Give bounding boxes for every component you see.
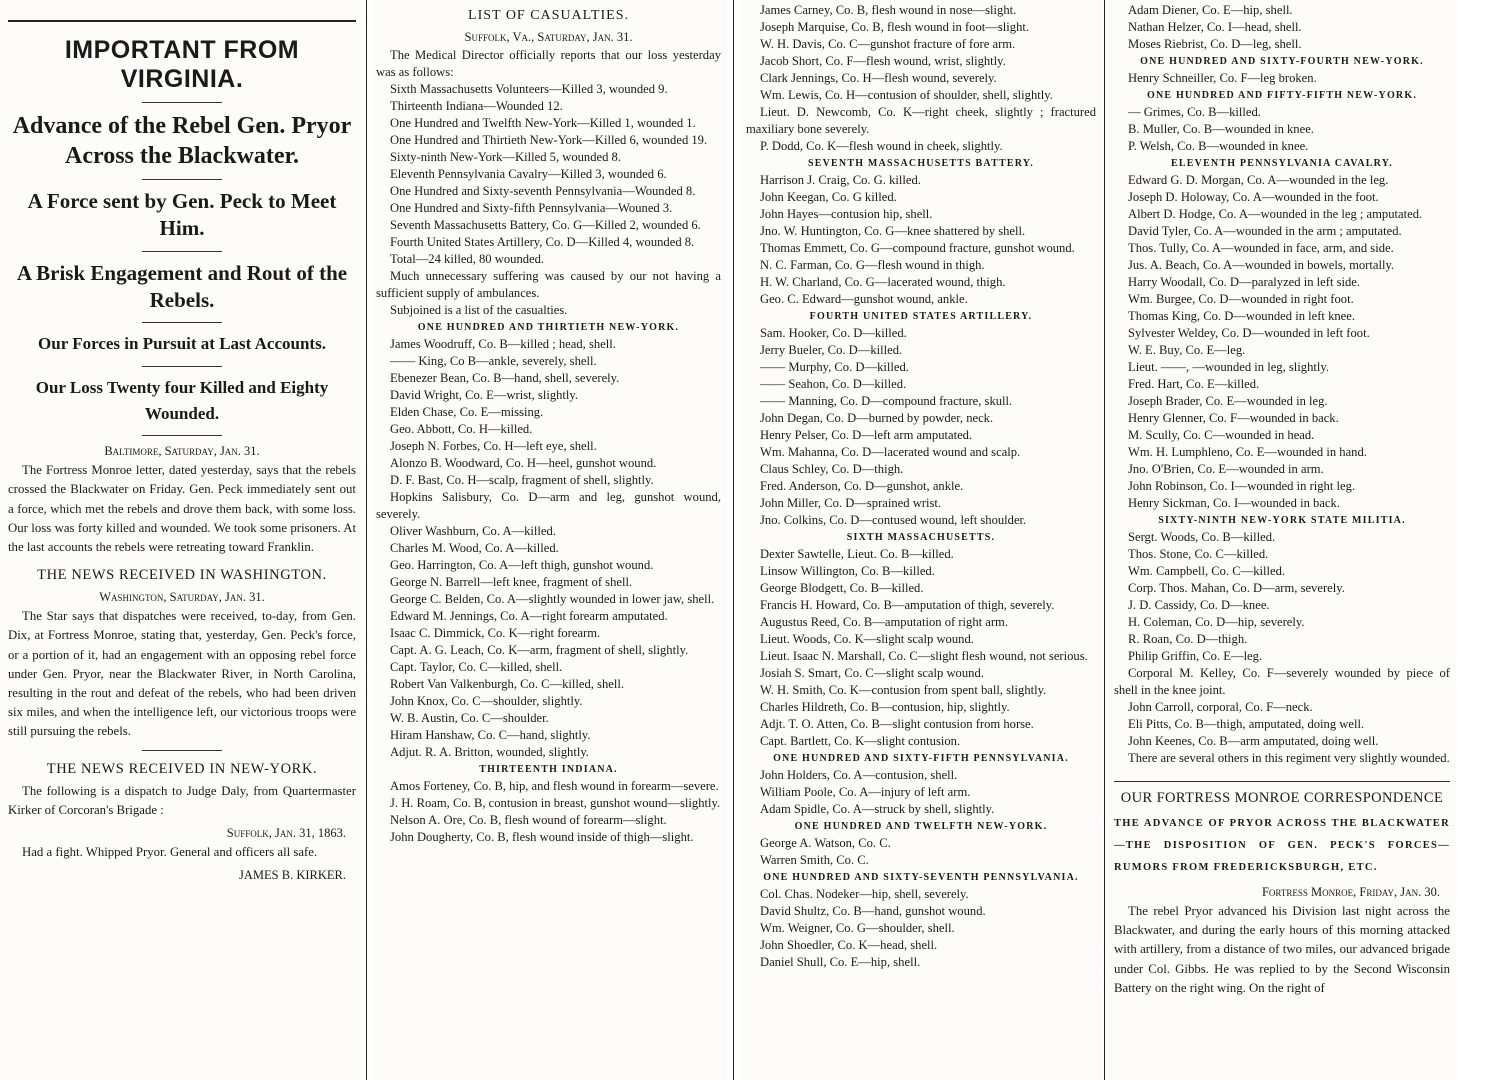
casualty-entry: Fourth United States Artillery, Co. D—Killed 4, wounded 8. <box>390 235 695 249</box>
dateline: Washington, Saturday, Jan. 31. <box>99 590 265 605</box>
casualty-entry: Wm. Campbell, Co. C—killed. <box>1128 564 1286 578</box>
casualty-list <box>1114 104 1450 155</box>
casualty-entry: D. F. Bast, Co. H—scalp, fragment of shell, slightly. <box>390 473 654 487</box>
casualty-entry: John Carroll, corporal, Co. F—neck. <box>1128 700 1313 714</box>
casualty-entry: Thos. Stone, Co. C—killed. <box>1128 547 1269 561</box>
regiment-heading: ONE HUNDRED AND SIXTY-FOURTH NEW-YORK. <box>1140 56 1424 67</box>
casualty-entry: Henry Schneiller, Co. F—leg broken. <box>1128 71 1317 85</box>
casualty-entry: Isaac C. Dimmick, Co. K—right forearm. <box>390 626 601 640</box>
article-paragraph: The rebel Pryor advanced his Division last night across the Blackwater, and during the early hours of this morning attacked with artillery, from a distance of two miles, our advanced brigade under Col. Gibbs. He was replied to by the Second Wisconsin Battery on the right wing. On the right of <box>1114 904 1450 995</box>
casualty-entry: Capt. Bartlett, Co. K—slight contusion. <box>760 734 961 748</box>
casualty-entry: Eleventh Pennsylvania Cavalry—Killed 3, wounded 6. <box>390 167 667 181</box>
casualty-entry: Wm. Burgee, Co. D—wounded in right foot. <box>1128 292 1354 306</box>
column-rule <box>733 0 734 1080</box>
column-3 <box>740 0 1102 1080</box>
column-1 <box>0 0 362 1080</box>
casualty-entry: Adjt. T. O. Atten, Co. B—slight contusion from horse. <box>760 717 1034 731</box>
casualty-entry: Total—24 killed, 80 wounded. <box>390 252 545 266</box>
casualty-entry: Charles Hildreth, Co. B—contusion, hip, slightly. <box>760 700 1010 714</box>
casualty-entry: P. Welsh, Co. B—wounded in knee. <box>1128 139 1309 153</box>
headline: IMPORTANT FROM VIRGINIA. <box>8 20 356 94</box>
casualty-entry: Sylvester Weldey, Co. D—wounded in left foot. <box>1128 326 1370 340</box>
casualty-entry: Thos. Tully, Co. A—wounded in face, arm, and side. <box>1128 241 1394 255</box>
casualty-entry: James Carney, Co. B, flesh wound in nose—slight. <box>760 3 1017 17</box>
casualty-entry: Charles M. Wood, Co. A—killed. <box>390 541 559 555</box>
casualty-entry: Subjoined is a list of the casualties. <box>390 303 568 317</box>
casualty-entry: —— Manning, Co. D—compound fracture, skull. <box>760 394 1013 408</box>
casualty-entry: Daniel Shull, Co. E—hip, shell. <box>760 955 921 969</box>
casualty-entry: One Hundred and Thirtieth New-York—Killed 6, wounded 19. <box>390 133 708 147</box>
deck-5: Our Loss Twenty four Killed and Eighty Wounded. <box>35 377 329 423</box>
casualty-entry: Thirteenth Indiana—Wounded 12. <box>390 99 563 113</box>
casualty-list <box>1114 172 1450 512</box>
casualty-entry: Eli Pitts, Co. B—thigh, amputated, doing well. <box>1128 717 1365 731</box>
casualty-entry: Dexter Sawtelle, Lieut. Co. B—killed. <box>760 547 954 561</box>
casualty-entry: There are several others in this regiment very slightly wounded. <box>1128 751 1450 765</box>
casualty-entry: Lieut. ——, —wounded in leg, slightly. <box>1128 360 1330 374</box>
divider <box>142 102 222 103</box>
casualty-list <box>746 2 1096 155</box>
casualty-entry: —— King, Co B—ankle, severely, shell. <box>390 354 597 368</box>
deck-1: Advance of the Rebel Gen. Pryor Across the Blackwater. <box>12 113 352 169</box>
casualty-list <box>1114 529 1450 767</box>
signature: JAMES B. KIRKER. <box>239 868 346 883</box>
casualty-entry: Thomas Emmett, Co. G—compound fracture, gunshot wound. <box>760 241 1075 255</box>
casualty-entry: Nelson A. Ore, Co. B, flesh wound of forearm—slight. <box>390 813 667 827</box>
casualty-entry: Philip Griffin, Co. E—leg. <box>1128 649 1263 663</box>
casualty-entry: Jno. O'Brien, Co. E—wounded in arm. <box>1128 462 1324 476</box>
casualty-entry: M. Scully, Co. C—wounded in head. <box>1128 428 1315 442</box>
casualty-entry: John Shoedler, Co. K—head, shell. <box>760 938 938 952</box>
casualty-entry: John Degan, Co. D—burned by powder, neck. <box>760 411 994 425</box>
regiment-heading: ONE HUNDRED AND TWELFTH NEW-YORK. <box>794 821 1048 832</box>
casualty-entry: Sixth Massachusetts Volunteers—Killed 3, wounded 9. <box>390 82 668 96</box>
casualty-entry: Jno. W. Huntington, Co. G—knee shattered by shell. <box>760 224 1026 238</box>
casualty-entry: P. Dodd, Co. K—flesh wound in cheek, slightly. <box>760 139 1003 153</box>
casualty-list <box>376 778 721 846</box>
casualty-entry: Adam Spidle, Co. A—struck by shell, slightly. <box>760 802 995 816</box>
casualty-entry: Wm. Weigner, Co. G—shoulder, shell. <box>760 921 955 935</box>
column-rule <box>1104 0 1105 1080</box>
casualty-entry: Corp. Thos. Mahan, Co. D—arm, severely. <box>1128 581 1345 595</box>
article-paragraph: The Fortress Monroe letter, dated yesterday, says that the rebels crossed the Blackwater on Friday. Gen. Peck immediately sent out a force, which met the rebels and drove them back, with some loss. Our loss was forty killed and wounded. We took some prisoners. At the last accounts the rebels were retreating toward Franklin. <box>8 463 356 555</box>
casualty-entry: Harrison J. Craig, Co. G. killed. <box>760 173 921 187</box>
casualty-entry: Corporal M. Kelley, Co. F—severely wounded by piece of shell in the knee joint. <box>1114 666 1450 697</box>
casualty-entry: Augustus Reed, Co. B—amputation of right arm. <box>760 615 1009 629</box>
casualty-entry: John Hayes—contusion hip, shell. <box>760 207 933 221</box>
casualty-entry: Edward G. D. Morgan, Co. A—wounded in the leg. <box>1128 173 1389 187</box>
casualty-entry: J. H. Roam, Co. B, contusion in breast, gunshot wound—slightly. <box>390 796 721 810</box>
divider <box>142 322 222 323</box>
casualty-entry: Henry Glenner, Co. F—wounded in back. <box>1128 411 1339 425</box>
casualty-entry: Wm. Lewis, Co. H—contusion of shoulder, shell, slightly. <box>760 88 1053 102</box>
casualty-entry: Wm. Mahanna, Co. D—lacerated wound and scalp. <box>760 445 1021 459</box>
casualty-entry: H. Coleman, Co. D—hip, severely. <box>1128 615 1305 629</box>
casualty-entry: B. Muller, Co. B—wounded in knee. <box>1128 122 1314 136</box>
regiment-heading: ONE HUNDRED AND FIFTY-FIFTH NEW-YORK. <box>1146 90 1418 101</box>
casualty-entry: Josiah S. Smart, Co. C—slight scalp wound. <box>760 666 984 680</box>
casualty-entry: John Keegan, Co. G killed. <box>760 190 897 204</box>
deck-3: A Brisk Engagement and Rout of the Rebels. <box>16 260 348 312</box>
casualty-entry: The Medical Director officially reports that our loss yesterday was as follows: <box>376 48 721 79</box>
casualty-entry: George Blodgett, Co. B—killed. <box>760 581 924 595</box>
casualty-list <box>1114 2 1450 53</box>
casualty-entry: Sergt. Woods, Co. B—killed. <box>1128 530 1276 544</box>
correspondence-subhead: THE ADVANCE OF PRYOR ACROSS THE BLACKWATER—THE DISPOSITION OF GEN. PECK'S FORCES—RUMORS FROM FREDERICKSBURGH, ETC. <box>1114 818 1450 873</box>
casualty-entry: Much unnecessary suffering was caused by our not having a sufficient supply of ambulances. <box>376 269 721 300</box>
casualty-entry: Henry Pelser, Co. D—left arm amputated. <box>760 428 973 442</box>
casualty-entry: James Woodruff, Co. B—killed ; head, shell. <box>390 337 616 351</box>
casualty-entry: David Wright, Co. E—wrist, slightly. <box>390 388 579 402</box>
casualty-entry: Sixty-ninth New-York—Killed 5, wounded 8. <box>390 150 621 164</box>
casualty-entry: Lieut. Isaac N. Marshall, Co. C—slight flesh wound, not serious. <box>760 649 1088 663</box>
column-4 <box>1108 0 1456 1080</box>
column-2 <box>372 0 727 1080</box>
casualty-entry: Ebenezer Bean, Co. B—hand, shell, severely. <box>390 371 620 385</box>
section-heading: THE NEWS RECEIVED IN WASHINGTON. <box>37 567 327 584</box>
regiment-heading: SIXTY-NINTH NEW-YORK STATE MILITIA. <box>1158 515 1406 526</box>
casualty-entry: Hiram Hanshaw, Co. C—hand, slightly. <box>390 728 591 742</box>
casualty-entry: Sam. Hooker, Co. D—killed. <box>760 326 907 340</box>
divider <box>142 251 222 252</box>
dateline: Suffolk, Va., Saturday, Jan. 31. <box>464 30 633 44</box>
casualty-entry: David Tyler, Co. A—wounded in the arm ; amputated. <box>1128 224 1402 238</box>
divider <box>142 435 222 436</box>
regiment-heading: THIRTEENTH INDIANA. <box>479 764 618 775</box>
casualty-list <box>746 325 1096 529</box>
casualty-entry: Hopkins Salisbury, Co. D—arm and leg, gunshot wound, severely. <box>376 490 721 521</box>
dispatch-text: Had a fight. Whipped Pryor. General and officers all safe. <box>22 845 318 860</box>
casualty-list <box>746 767 1096 818</box>
regiment-heading: ONE HUNDRED AND THIRTIETH NEW-YORK. <box>417 322 680 333</box>
casualty-entry: Nathan Helzer, Co. I—head, shell. <box>1128 20 1302 34</box>
casualty-list <box>376 336 721 761</box>
casualty-entry: Adjut. R. A. Britton, wounded, slightly. <box>390 745 589 759</box>
column-rule <box>366 0 367 1080</box>
casualty-entry: W. B. Austin, Co. C—shoulder. <box>390 711 549 725</box>
casualty-entry: Jno. Colkins, Co. D—contused wound, left shoulder. <box>760 513 1027 527</box>
casualty-entry: W. H. Davis, Co. C—gunshot fracture of fore arm. <box>760 37 1016 51</box>
regiment-heading: SEVENTH MASSACHUSETTS BATTERY. <box>808 158 1034 169</box>
casualty-entry: John Dougherty, Co. B, flesh wound inside of thigh—slight. <box>390 830 694 844</box>
casualty-entry: John Keenes, Co. B—arm amputated, doing well. <box>1128 734 1379 748</box>
casualty-entry: Linsow Willington, Co. B—killed. <box>760 564 935 578</box>
casualty-entry: Thomas King, Co. D—wounded in left knee. <box>1128 309 1356 323</box>
casualty-entry: Lieut. D. Newcomb, Co. K—right cheek, slightly ; fractured maxiliary bone severely. <box>746 105 1096 136</box>
regiment-heading: SIXTH MASSACHUSETTS. <box>846 532 996 543</box>
casualty-entry: John Miller, Co. D—sprained wrist. <box>760 496 942 510</box>
casualty-entry: One Hundred and Sixty-fifth Pennsylvania—Wouned 3. <box>390 201 673 215</box>
casualty-entry: Geo. Harrington, Co. A—left thigh, gunshot wound. <box>390 558 654 572</box>
casualty-entry: Joseph Marquise, Co. B, flesh wound in foot—slight. <box>760 20 1030 34</box>
section-heading: THE NEWS RECEIVED IN NEW-YORK. <box>46 760 318 777</box>
casualty-entry: Jerry Bueler, Co. D—killed. <box>760 343 903 357</box>
casualty-entry: John Holders, Co. A—contusion, shell. <box>760 768 958 782</box>
casualty-entry: Geo. Abbott, Co. H—killed. <box>390 422 533 436</box>
casualty-entry: Amos Forteney, Co. B, hip, and flesh wound in forearm—severe. <box>390 779 719 793</box>
casualty-entry: H. W. Charland, Co. G—lacerated wound, thigh. <box>760 275 1006 289</box>
casualty-list <box>1114 70 1450 87</box>
deck-4: Our Forces in Pursuit at Last Accounts. <box>38 334 326 354</box>
casualty-entry: Fred. Hart, Co. E—killed. <box>1128 377 1260 391</box>
divider <box>142 366 222 367</box>
deck-2: A Force sent by Gen. Peck to Meet Him. <box>27 189 337 241</box>
casualty-entry: Jacob Short, Co. F—flesh wound, wrist, slightly. <box>760 54 1006 68</box>
casualty-entry: George N. Barrell—left knee, fragment of shell. <box>390 575 633 589</box>
casualty-list <box>746 172 1096 308</box>
dateline: Baltimore, Saturday, Jan. 31. <box>104 444 260 459</box>
casualty-entry: Albert D. Hodge, Co. A—wounded in the leg ; amputated. <box>1128 207 1423 221</box>
casualty-entry: Joseph D. Holoway, Co. A—wounded in the foot. <box>1128 190 1379 204</box>
regiment-heading: ONE HUNDRED AND SIXTY-SEVENTH PENNSYLVANIA. <box>763 872 1079 883</box>
casualty-entry: Lieut. Woods, Co. K—slight scalp wound. <box>760 632 974 646</box>
casualty-entry: —— Seahon, Co. D—killed. <box>760 377 907 391</box>
casualty-entry: J. D. Cassidy, Co. D—knee. <box>1128 598 1270 612</box>
casualty-entry: R. Roan, Co. D—thigh. <box>1128 632 1248 646</box>
casualty-entry: Henry Sickman, Co. I—wounded in back. <box>1128 496 1340 510</box>
casualty-entry: Wm. H. Lumphleno, Co. E—wounded in hand. <box>1128 445 1367 459</box>
casualty-entry: Harry Woodall, Co. D—paralyzed in left side. <box>1128 275 1361 289</box>
divider <box>142 750 222 751</box>
casualty-entry: David Shultz, Co. B—hand, gunshot wound. <box>760 904 986 918</box>
casualty-entry: — Grimes, Co. B—killed. <box>1128 105 1261 119</box>
casualty-list <box>746 546 1096 750</box>
casualty-entry: John Knox, Co. C—shoulder, slightly. <box>390 694 583 708</box>
casualties-title: LIST OF CASUALTIES. <box>468 8 629 23</box>
casualty-entry: W. E. Buy, Co. E—leg. <box>1128 343 1246 357</box>
casualty-entry: N. C. Farman, Co. G—flesh wound in thigh. <box>760 258 985 272</box>
casualty-entry: John Robinson, Co. I—wounded in right leg. <box>1128 479 1356 493</box>
casualty-entry: Warren Smith, Co. C. <box>760 853 869 867</box>
casualty-entry: Claus Schley, Co. D—thigh. <box>760 462 904 476</box>
casualty-entry: W. H. Smith, Co. K—contusion from spent ball, slightly. <box>760 683 1047 697</box>
casualty-entry: William Poole, Co. A—injury of left arm. <box>760 785 971 799</box>
correspondence-title: OUR FORTRESS MONROE CORRESPONDENCE <box>1114 781 1450 807</box>
casualty-entry: One Hundred and Twelfth New-York—Killed 1, wounded 1. <box>390 116 696 130</box>
regiment-heading: FOURTH UNITED STATES ARTILLERY. <box>809 311 1033 322</box>
casualty-entry: One Hundred and Sixty-seventh Pennsylvania—Wounded 8. <box>390 184 696 198</box>
casualty-list <box>746 886 1096 971</box>
article-paragraph: The following is a dispatch to Judge Daly, from Quartermaster Kirker of Corcoran's Brigade : <box>8 783 356 817</box>
casualty-entry: Jus. A. Beach, Co. A—wounded in bowels, mortally. <box>1128 258 1395 272</box>
casualty-entry: Francis H. Howard, Co. B—amputation of thigh, severely. <box>760 598 1055 612</box>
divider <box>142 179 222 180</box>
casualty-entry: Seventh Massachusetts Battery, Co. G—Killed 2, wounded 6. <box>390 218 701 232</box>
casualty-entry: Oliver Washburn, Co. A—killed. <box>390 524 556 538</box>
casualty-entry: Joseph Brader, Co. E—wounded in leg. <box>1128 394 1328 408</box>
casualty-entry: Adam Diener, Co. E—hip, shell. <box>1128 3 1293 17</box>
casualty-entry: Joseph N. Forbes, Co. H—left eye, shell. <box>390 439 597 453</box>
regiment-heading: ELEVENTH PENNSYLVANIA CAVALRY. <box>1171 158 1393 169</box>
article-paragraph: The Star says that dispatches were received, to-day, from Gen. Dix, at Fortress Monroe, stating that, yesterday, Gen. Peck's force, or a portion of it, had an engagement with an opposing rebel force under Gen. Pryor, near the Blackwater River, in North Carolina, resulting in the rout and defeat of the rebels, who had been driven six miles, and when the intelligence left, our victorious troops were still pursuing the rebels. <box>8 609 356 739</box>
casualty-entry: Col. Chas. Nodeker—hip, shell, severely. <box>760 887 969 901</box>
casualty-entry: Elden Chase, Co. E—missing. <box>390 405 544 419</box>
casualty-entry: Fred. Anderson, Co. D—gunshot, ankle. <box>760 479 964 493</box>
casualty-entry: —— Murphy, Co. D—killed. <box>760 360 909 374</box>
casualty-entry: Robert Van Valkenburgh, Co. C—killed, shell. <box>390 677 625 691</box>
casualty-entry: Clark Jennings, Co. H—flesh wound, severely. <box>760 71 997 85</box>
casualty-entry: Alonzo B. Woodward, Co. H—heel, gunshot wound. <box>390 456 657 470</box>
casualty-summary <box>376 47 721 319</box>
casualty-list <box>746 835 1096 869</box>
casualty-entry: Capt. Taylor, Co. C—killed, shell. <box>390 660 563 674</box>
casualty-entry: Geo. C. Edward—gunshot wound, ankle. <box>760 292 968 306</box>
dateline: Fortress Monroe, Friday, Jan. 30. <box>1261 885 1440 899</box>
casualty-entry: George A. Watson, Co. C. <box>760 836 891 850</box>
casualty-entry: George C. Belden, Co. A—slightly wounded in lower jaw, shell. <box>390 592 715 606</box>
casualty-entry: Capt. A. G. Leach, Co. K—arm, fragment of shell, slightly. <box>390 643 689 657</box>
casualty-entry: Moses Riebrist, Co. D—leg, shell. <box>1128 37 1302 51</box>
dateline: Suffolk, Jan. 31, 1863. <box>226 826 346 841</box>
casualty-entry: Edward M. Jennings, Co. A—right forearm amputated. <box>390 609 668 623</box>
regiment-heading: ONE HUNDRED AND SIXTY-FIFTH PENNSYLVANIA. <box>773 753 1069 764</box>
